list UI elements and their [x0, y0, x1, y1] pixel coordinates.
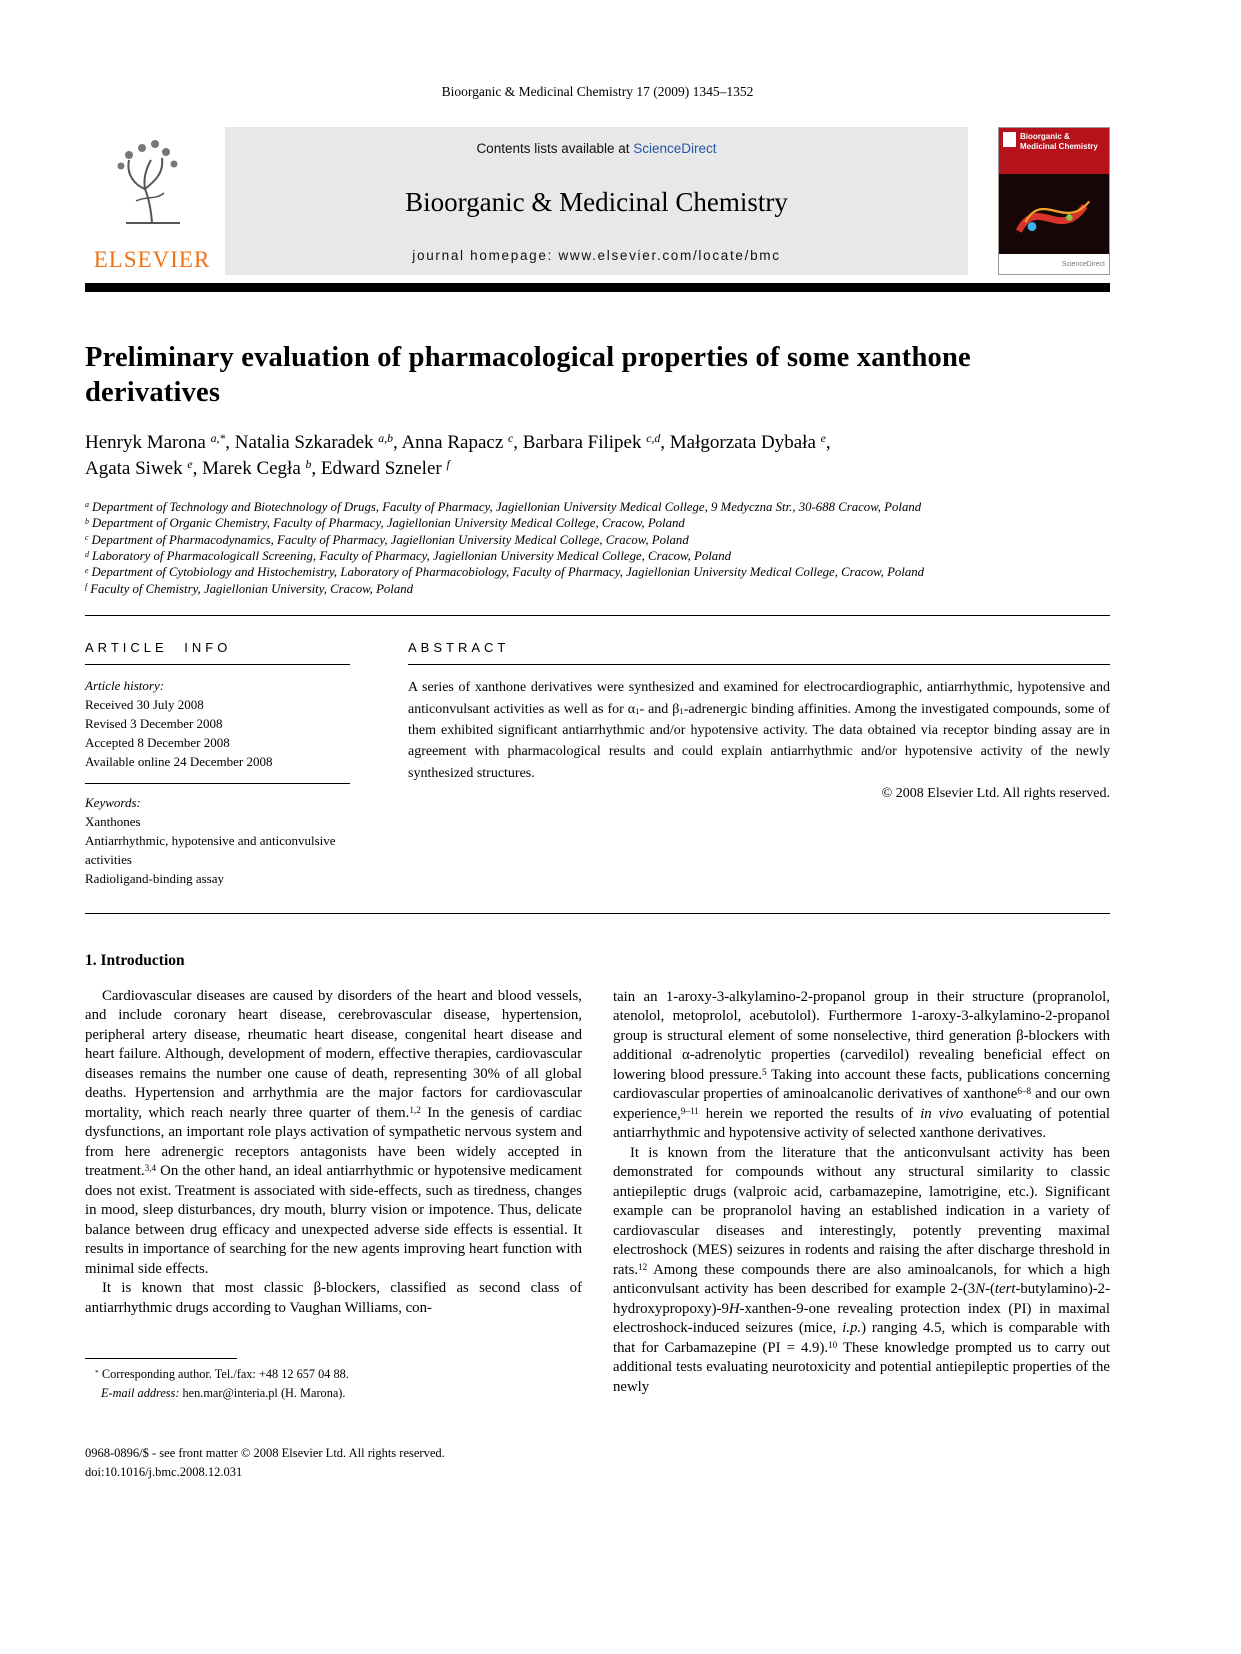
body-column-left [85, 952, 582, 1402]
affiliation-text: Department of Cytobiology and Histochemistry, Laboratory of Pharmacobiology, Faculty of Pharmacy, Jagiellonian University Medical College, Cracow, Poland [91, 565, 925, 580]
journal-title: Bioorganic & Medicinal Chemistry [405, 186, 788, 217]
abstract-heading: ABSTRACT [408, 640, 510, 656]
affiliation-text: Faculty of Chemistry, Jagiellonian University, Cracow, Poland [90, 581, 414, 596]
journal-cover-thumbnail [998, 127, 1110, 275]
cover-badge [1003, 132, 1016, 147]
elsevier-logo [85, 127, 225, 275]
affiliation [85, 532, 1110, 548]
affiliation-marker: f [85, 582, 88, 592]
section-rule [85, 913, 1110, 914]
footnote-rule [85, 1358, 237, 1359]
contents-prefix: Contents lists available at [476, 141, 634, 156]
introduction-heading: 1. Introduction [85, 951, 185, 969]
journal-homepage-link[interactable]: journal homepage: www.elsevier.com/locate/bmc [412, 248, 781, 263]
header-divider-bar [85, 283, 1110, 292]
info-divider-rule [85, 783, 350, 784]
body-column-right [613, 952, 1110, 1402]
elsevier-tree-icon [98, 127, 206, 231]
cover-artwork [999, 174, 1109, 254]
affiliation-marker: d [85, 549, 89, 559]
affiliation-text: Laboratory of Pharmacologicall Screening, Faculty of Pharmacy, Jagiellonian University Medical College, Cracow, Poland [91, 549, 731, 564]
affiliation-text: Department of Technology and Biotechnology of Drugs, Faculty of Pharmacy, Jagiellonian University Medical College, 9 Medyczna Str., 30-688 Cracow, Poland [91, 499, 922, 514]
cover-footer: ScienceDirect [999, 254, 1109, 274]
abstract-text: A series of xanthone derivatives were synthesized and examined for electrocardiographic, antiarrhythmic, hypotensive and anticonvulsant activities as well as for $\alpha_1-$ and $\beta_1$-adrenergic binding affinities. Among the investigated compounds, some of them exhibited significant antiarrhythmic and/or hypotensive activity. The data obtained via receptor binding assay are in agreement with pharmacological results and could explain antiarrhythmic and/or hypotensive activity of the newly synthesized structures. [408, 680, 1111, 781]
affiliation [85, 564, 1110, 580]
affiliation-marker: e [85, 565, 89, 575]
journal-citation: Bioorganic & Medicinal Chemistry 17 (2009) 1345–1352 [441, 84, 754, 99]
author-list: Henryk Marona $^{a,*}$, Natalia Szkaradek $^{a,b}$, Anna Rapacz $^c$, Barbara Filipek $^{c,d}$, Małgorzata Dybała $^e$, Agata Siwek $^e$, Marek Cegła $^b$, Edward Szneler $^f$ [85, 431, 831, 479]
intro-paragraph-3: tain an 1-aroxy-3-alkylamino-2-propanol group in their structure (propranolol, atenolol, metoprolol, acebutolol). Furthermore 1-aroxy-3-alkylamino-2-propanol group is structural element of some nonselective, third generation β-blockers with additional α-adrenolytic properties (carvedilol) revealing beneficial effect on lowering blood pressure.$^5$ Taking into account these facts, publications concerning cardiovascular properties of aminoalcanolic derivatives of xanthone$^{6-8}$ and our own experience,$^{9-11}$ herein we reported the results of in vivo evaluating of potential antiarrhythmic and hypotensive activity of selected xanthone derivatives. [613, 988, 1111, 1142]
elsevier-wordmark: ELSEVIER [93, 247, 211, 272]
affiliation [85, 548, 1110, 564]
article-info-heading: ARTICLE INFO [85, 640, 232, 656]
keyword: Radioligand-binding assay [85, 870, 225, 886]
publisher-info [85, 1444, 1110, 1483]
issn-line: 0968-0896/$ - see front matter © 2008 Elsevier Ltd. All rights reserved. [85, 1446, 445, 1461]
corresponding-author-footnote [85, 1318, 582, 1402]
history-available-online: Available online 24 December 2008 [85, 753, 273, 769]
affiliation-marker: c [85, 533, 89, 543]
history-received: Received 30 July 2008 [85, 697, 204, 713]
affiliation-marker: b [85, 516, 89, 526]
doi-link[interactable]: doi:10.1016/j.bmc.2008.12.031 [85, 1465, 243, 1480]
article-info-column [85, 640, 350, 888]
journal-info-box [225, 127, 968, 275]
article-body [85, 952, 1110, 1402]
affiliation-marker: a [85, 500, 89, 510]
history-accepted: Accepted 8 December 2008 [85, 734, 230, 750]
article-history-label: Article history: [85, 678, 165, 694]
cover-header [999, 128, 1109, 174]
affiliation-text: Department of Organic Chemistry, Faculty of Pharmacy, Jagiellonian University Medical College, Cracow, Poland [91, 516, 685, 531]
footnote-email-line [85, 1384, 582, 1402]
cover-title: Bioorganic & Medicinal Chemistry [1020, 132, 1098, 151]
email-label: E-mail address: [101, 1385, 180, 1400]
heading-rule [85, 664, 350, 665]
intro-paragraph-1: Cardiovascular diseases are caused by disorders of the heart and blood vessels, and include coronary heart disease, cerebrovascular disease, hypertension, peripheral artery disease, rheumatic heart disease, congenital heart disease and heart failure. Although, development of modern, effective therapies, cardiovascular diseases remains the number one cause of death, representing 30% of all global deaths. Hypertension and arrhythmia are the major factors for cardiovascular mortality, which reach nearly three quarter of them.$^{1,2}$ In the genesis of cardiac dysfunctions, an important role plays activation of sympathetic nervous system and from here adrenergic receptors antagonists have been widely accepted in treatment.$^{3,4}$ On the other hand, an ideal antiarrhythmic or hypotensive medicament does not exist. Treatment is associated with side-effects, such as tiredness, changes in mood, sleep disturbances, dry mouth, blurry vision or impotence. Thus, delicate balance between drug efficacy and unexpected adverse side effects is essential. It results in importance of searching for the new agents improving heart function with minimal side effects. [85, 987, 582, 1277]
affiliation [85, 581, 1110, 597]
affiliations-block [85, 499, 1110, 597]
article-info-abstract-section [85, 616, 1110, 888]
affiliation [85, 499, 1110, 515]
footnote-line: * Corresponding author. Tel./fax: +48 12 657 04 88. [95, 1367, 349, 1382]
article-title: Preliminary evaluation of pharmacological properties of some xanthone derivatives [85, 342, 971, 408]
affiliation [85, 515, 1110, 531]
heading-rule [408, 664, 1110, 665]
intro-paragraph-4: It is known from the literature that the anticonvulsant activity has been demonstrated for compounds without any structural similarity to classic antiepileptic drugs (valproic acid, carbamazepine, lamotrigine, etc.). Significant example can be propranolol having an established indication in a variety of cardiovascular diseases and interestingly, potently preventing maximal electroshock (MES) seizures in rodents and raising the after discharge threshold in rats.$^{12}$ Among these compounds there are also aminoalcanols, for which a high anticonvulsant activity has been described for example 2-(3N-(tert-butylamino)-2-hydroxypropoxy)-9H-xanthen-9-one revealing protection index (PI) in maximal electroshock-induced seizures (mice, i.p.) ranging 4.5, which is comparable with that for Carbamazepine (PI = 4.9).$^{10}$ These knowledge prompted us to carry out additional tests evaluating neurotoxicity and potential antiepileptic properties of the newly [613, 1144, 1110, 1395]
keyword: Antiarrhythmic, hypotensive and anticonvulsive activities [85, 833, 336, 867]
email-suffix: (H. Marona). [280, 1385, 346, 1400]
sciencedirect-link[interactable]: ScienceDirect [633, 141, 717, 156]
abstract-column [408, 640, 1110, 888]
email-link[interactable]: hen.mar@interia.pl [182, 1385, 278, 1400]
cover-molecule-art [999, 174, 1109, 254]
intro-paragraph-2: It is known that most classic β-blockers, classified as second class of antiarrhythmic drugs according to Vaughan Williams, con- [85, 1280, 582, 1316]
copyright-line: © 2008 Elsevier Ltd. All rights reserved. [881, 786, 1110, 802]
keyword: Xanthones [85, 814, 141, 830]
journal-header-banner [85, 127, 1110, 275]
affiliation-text: Department of Pharmacodynamics, Faculty of Pharmacy, Jagiellonian University Medical College, Cracow, Poland [91, 532, 689, 547]
contents-line [235, 141, 958, 156]
keywords-label: Keywords: [85, 795, 141, 811]
history-revised: Revised 3 December 2008 [85, 715, 223, 731]
